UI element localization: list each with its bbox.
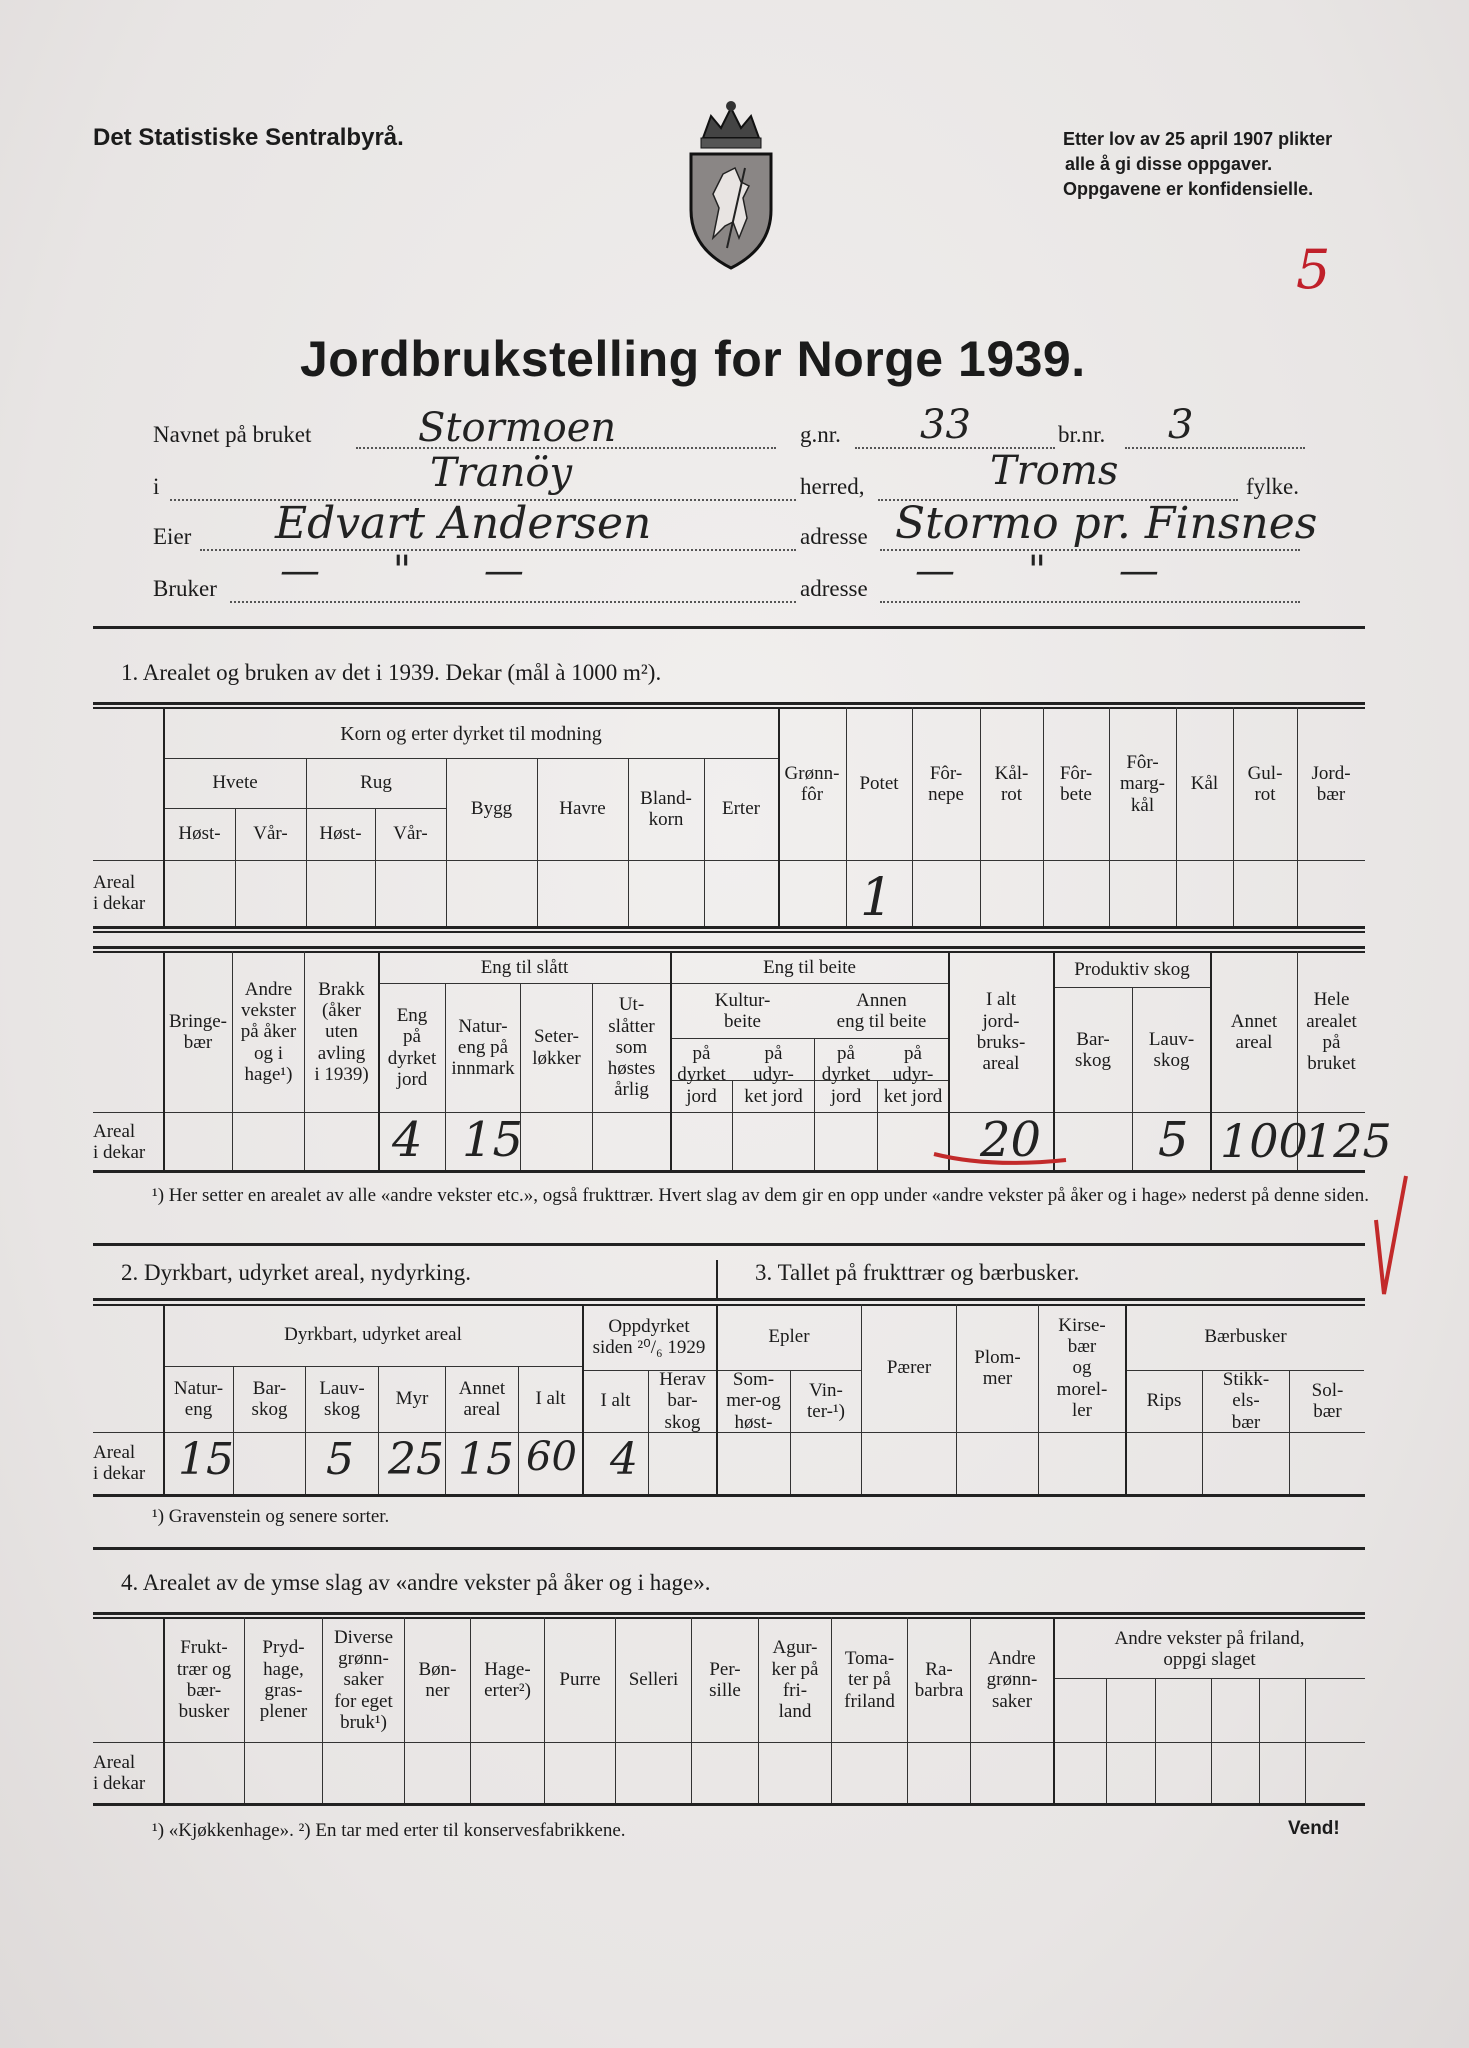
natureng-value[interactable]: 15 [462,1112,524,1168]
s2-oppdyrket-value[interactable]: 4 [610,1434,638,1485]
law-notice [1063,127,1332,202]
row-label-1a: Areal i dekar [93,871,146,914]
bruker-label: Bruker [153,576,217,601]
produktiv-skog-header: Produktiv skog [1074,959,1190,981]
eng-dyrket-value[interactable]: 4 [392,1112,423,1168]
brakk-header: Brakk (åker uten avling i 1939) [314,978,369,1085]
selleri-header: Selleri [628,1669,679,1691]
eier-value[interactable]: Edvart Andersen [275,498,652,549]
seterlokker-header: Seter- løkker [532,1026,581,1069]
row-label-2: Areal i dekar [93,1441,146,1484]
red-underline-icon [930,1150,1070,1170]
rabarbra-header: Ra- barbra [914,1658,964,1701]
navnet-value[interactable]: Stormoen [418,405,617,451]
vinter-header: Vin- ter-¹) [806,1379,845,1422]
korn-header: Korn og erter dyrket til modning [340,722,602,745]
eng-slatt-header: Eng til slått [480,957,569,979]
kulturbeite-header: Kultur- beite [714,989,771,1032]
frukttraer-header: Frukt- trær og bær- busker [176,1637,232,1723]
s2-natureng-value[interactable]: 15 [178,1434,234,1485]
eier-label: Eier [153,524,192,549]
annet-areal-header: Annet areal [1230,1010,1278,1053]
s2-annet-areal: Annet areal [458,1377,506,1420]
adresse-2-value[interactable]: — " — [915,548,1189,594]
lauvskog-header: Lauv- skog [1148,1028,1195,1071]
gnr-label: g.nr. [800,422,841,447]
formargkal-header: Fôr- marg- kål [1119,752,1166,816]
herred-label: herred, [800,474,865,499]
agurker-header: Agur- ker på fri- land [771,1637,819,1723]
adresse-label-2: adresse [800,576,868,601]
baerbusker-header: Bærbusker [1204,1326,1287,1348]
kalrot-header: Kål- rot [994,762,1029,805]
s2-i-alt: I alt [535,1388,566,1410]
i-value[interactable]: Tranöy [430,450,573,496]
hele-arealet-value[interactable]: 125 [1304,1114,1392,1168]
epler-header: Epler [768,1326,810,1348]
oppdyrket-header: Oppdyrket siden ²⁰/₆ 1929 [592,1315,706,1358]
diverse-gronnsaker-header: Diverse grønn- saker for eget bruk¹) [333,1626,394,1733]
s2-annet-value[interactable]: 15 [458,1434,514,1485]
i-alt-jord-header: I alt jord- bruks- areal [976,989,1026,1075]
rug-host: Høst- [319,823,362,845]
stikkelsbaer-header: Stikk- els- bær [1222,1369,1270,1433]
annen-eng-header: Annen eng til beite [836,989,927,1032]
law-line-3: Oppgavene er konfidensielle. [1063,179,1314,199]
paerer-header: Pærer [886,1357,932,1379]
brnr-value[interactable]: 3 [1168,402,1194,448]
andre-vekster-header: Andre vekster på åker og i hage¹) [240,978,297,1085]
purre-header: Purre [559,1669,601,1691]
s2-lauvskog-value[interactable]: 5 [326,1434,354,1485]
herred-value[interactable]: Troms [990,448,1119,494]
s2-myr: Myr [395,1388,429,1410]
plommer-header: Plom- mer [974,1346,1021,1389]
forbete-header: Fôr- bete [1059,762,1093,805]
solbaer-header: Sol- bær [1311,1379,1344,1422]
dyrkbart-header: Dyrkbart, udyrket areal [284,1324,462,1346]
section-2-heading: 2. Dyrkbart, udyrket areal, nydyrking. [121,1260,472,1285]
kal-header: Kål [1190,773,1219,795]
bygg-header: Bygg [470,798,513,820]
potet-value[interactable]: 1 [860,868,894,928]
gulrot-header: Gul- rot [1247,762,1283,805]
section-4-footnote: ¹) «Kjøkkenhage». ²) En tar med erter til konservesfabrikkene. [152,1820,626,1841]
jordbaer-header: Jord- bær [1311,762,1351,805]
i-alt-jord-value[interactable]: 20 [980,1112,1042,1168]
andre-gronnsaker-header: Andre grønn- saker [986,1648,1038,1712]
form-title: Jordbrukstelling for Norge 1939. [300,331,1086,387]
hele-arealet-header: Hele arealet på bruket [1306,989,1357,1075]
havre-header: Havre [559,798,606,820]
hvete-var: Vår- [253,823,288,845]
corner-mark: 5 [1296,238,1331,301]
kultur-pa-dyrket: på dyrket jord [677,1043,726,1107]
section-2-footnote: ¹) Gravenstein og senere sorter. [152,1506,390,1527]
agency-name: Det Statistiske Sentralbyrå. [93,124,404,151]
sommer-host-header: Som- mer-og høst- [726,1369,781,1433]
law-line-2: alle å gi disse oppgaver. [1065,154,1273,174]
tomater-header: Toma- ter på friland [844,1648,895,1712]
section-4-heading: 4. Arealet av de ymse slag av «andre vekster på åker og i hage». [121,1570,711,1595]
kirsebaer-header: Kirse- bær og morel- ler [1056,1314,1108,1421]
navnet-label: Navnet på bruket [153,422,312,447]
rips-header: Rips [1146,1390,1182,1412]
gronnfor-header: Grønn- fôr [784,762,840,805]
prydhage-header: Pryd- hage, gras- plener [259,1637,308,1723]
hvete-host: Høst- [178,823,221,845]
i-label: i [153,474,160,499]
s2-oppdyrket-i-alt: I alt [600,1390,631,1412]
fylke-label: fylke. [1246,474,1300,499]
barskog-header: Bar- skog [1075,1028,1111,1071]
law-line-1: Etter lov av 25 april 1907 plikter [1063,129,1333,149]
rug-header: Rug [360,772,392,794]
vend-note: Vend! [1288,1818,1340,1839]
row-label-1b: Areal i dekar [93,1120,146,1163]
section-1-heading: 1. Arealet og bruken av det i 1939. Dekar (mål à 1000 m²). [121,660,662,685]
friland-header: Andre vekster på friland, oppgi slaget [1114,1627,1305,1670]
annen-pa-dyrket: på dyrket jord [821,1043,871,1107]
s2-i-alt-value[interactable]: 60 [526,1434,577,1480]
utslatter-header: Ut- slåtter som høstes årlig [607,994,656,1101]
s2-natureng: Natur- eng [173,1377,224,1420]
annen-pa-udyrket: på udyr- ket jord [883,1043,943,1107]
erter-header: Erter [722,798,760,820]
eng-dyrket-header: Eng på dyrket jord [387,1004,437,1090]
bonner-header: Bøn- ner [418,1658,457,1701]
section-3-heading: 3. Tallet på frukttrær og bærbusker. [755,1260,1080,1285]
blandkorn-header: Bland- korn [640,787,692,830]
eng-beite-header: Eng til beite [763,957,856,979]
hageerter-header: Hage- erter²) [484,1658,531,1701]
section-1-footnote: ¹) Her setter en arealet av alle «andre vekster etc.», også frukttrær. Hvert slag av dem gir en opp under «andre vekster på åker og i hage» nederst på denne siden. [152,1185,1369,1206]
coat-of-arms-icon [683,98,779,270]
row-label-4: Areal i dekar [93,1751,146,1794]
hvete-header: Hvete [212,772,258,794]
s2-lauvskog: Lauv- skog [319,1377,365,1420]
kultur-pa-udyrket: på udyr- ket jord [744,1043,803,1107]
adresse-1-value[interactable]: Stormo pr. Finsnes [895,498,1318,549]
gnr-value[interactable]: 33 [920,402,971,448]
natureng-header: Natur- eng på innmark [451,1015,515,1080]
s2-myr-value[interactable]: 25 [388,1434,444,1485]
lauvskog-value[interactable]: 5 [1158,1112,1189,1168]
red-check-icon [1370,1170,1410,1310]
bruker-value[interactable]: — " — [280,548,554,594]
potet-header: Potet [859,773,899,795]
persille-header: Per- sille [709,1658,741,1701]
s2-barskog: Bar- skog [251,1377,288,1420]
annet-areal-value[interactable]: 100 [1220,1114,1308,1168]
adresse-label-1: adresse [800,524,868,549]
s2-herav-barskog: Herav bar- skog [659,1369,706,1433]
bringebaer-header: Bringe- bær [168,1010,228,1053]
rug-var: Vår- [393,823,428,845]
fornepe-header: Fôr- nepe [928,762,964,805]
brnr-label: br.nr. [1058,422,1106,447]
